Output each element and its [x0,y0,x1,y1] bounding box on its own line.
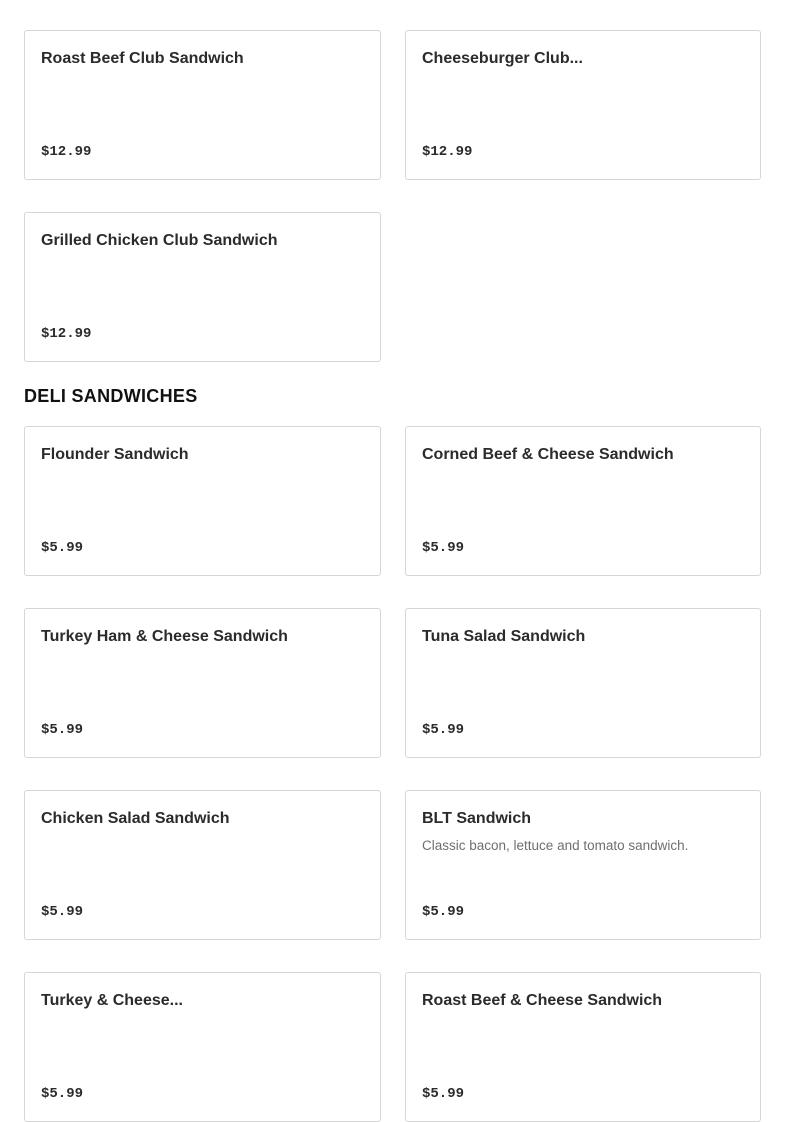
menu-item-price: $5.99 [422,540,465,556]
menu-item-price: $12.99 [41,144,92,160]
menu-item-card[interactable] [24,426,381,576]
menu-item-card[interactable] [405,790,761,940]
club-sandwiches-grid [24,30,761,362]
menu-item-name: Roast Beef Club Sandwich [41,50,244,67]
menu-item-card[interactable] [405,608,761,758]
menu-item-card[interactable] [24,972,381,1122]
menu-item-price: $5.99 [41,1086,84,1102]
deli-sandwiches-grid [24,426,761,1122]
menu-item-card[interactable] [24,790,381,940]
menu-item-card[interactable] [405,426,761,576]
menu-item-name: Flounder Sandwich [41,446,189,463]
menu-item-price: $12.99 [422,144,473,160]
menu-item-name: Grilled Chicken Club Sandwich [41,232,278,249]
menu-item-price: $5.99 [41,722,84,738]
menu-item-name: Corned Beef & Cheese Sandwich [422,446,674,463]
menu-item-card[interactable] [24,30,381,180]
menu-item-name: Tuna Salad Sandwich [422,628,586,645]
menu-item-price: $5.99 [422,1086,465,1102]
menu-item-name: Cheeseburger Club... [422,50,583,67]
menu-item-card[interactable] [405,972,761,1122]
menu-item-price: $5.99 [422,904,465,920]
menu-item-name: Turkey Ham & Cheese Sandwich [41,628,288,645]
menu-item-price: $12.99 [41,326,92,342]
menu-item-price: $5.99 [41,540,84,556]
menu-item-description: Classic bacon, lettuce and tomato sandwich. [422,838,689,853]
menu-item-name: Chicken Salad Sandwich [41,810,230,827]
section-title-deli-sandwiches: DELI SANDWICHES [24,386,198,406]
menu-item-card[interactable] [405,30,761,180]
menu-item-name: Turkey & Cheese... [41,992,183,1009]
menu-item-card[interactable] [24,212,381,362]
menu-item-name: Roast Beef & Cheese Sandwich [422,992,663,1009]
menu-item-card[interactable] [24,608,381,758]
menu-item-name: BLT Sandwich [422,810,532,827]
menu-item-price: $5.99 [422,722,465,738]
menu-item-price: $5.99 [41,904,84,920]
